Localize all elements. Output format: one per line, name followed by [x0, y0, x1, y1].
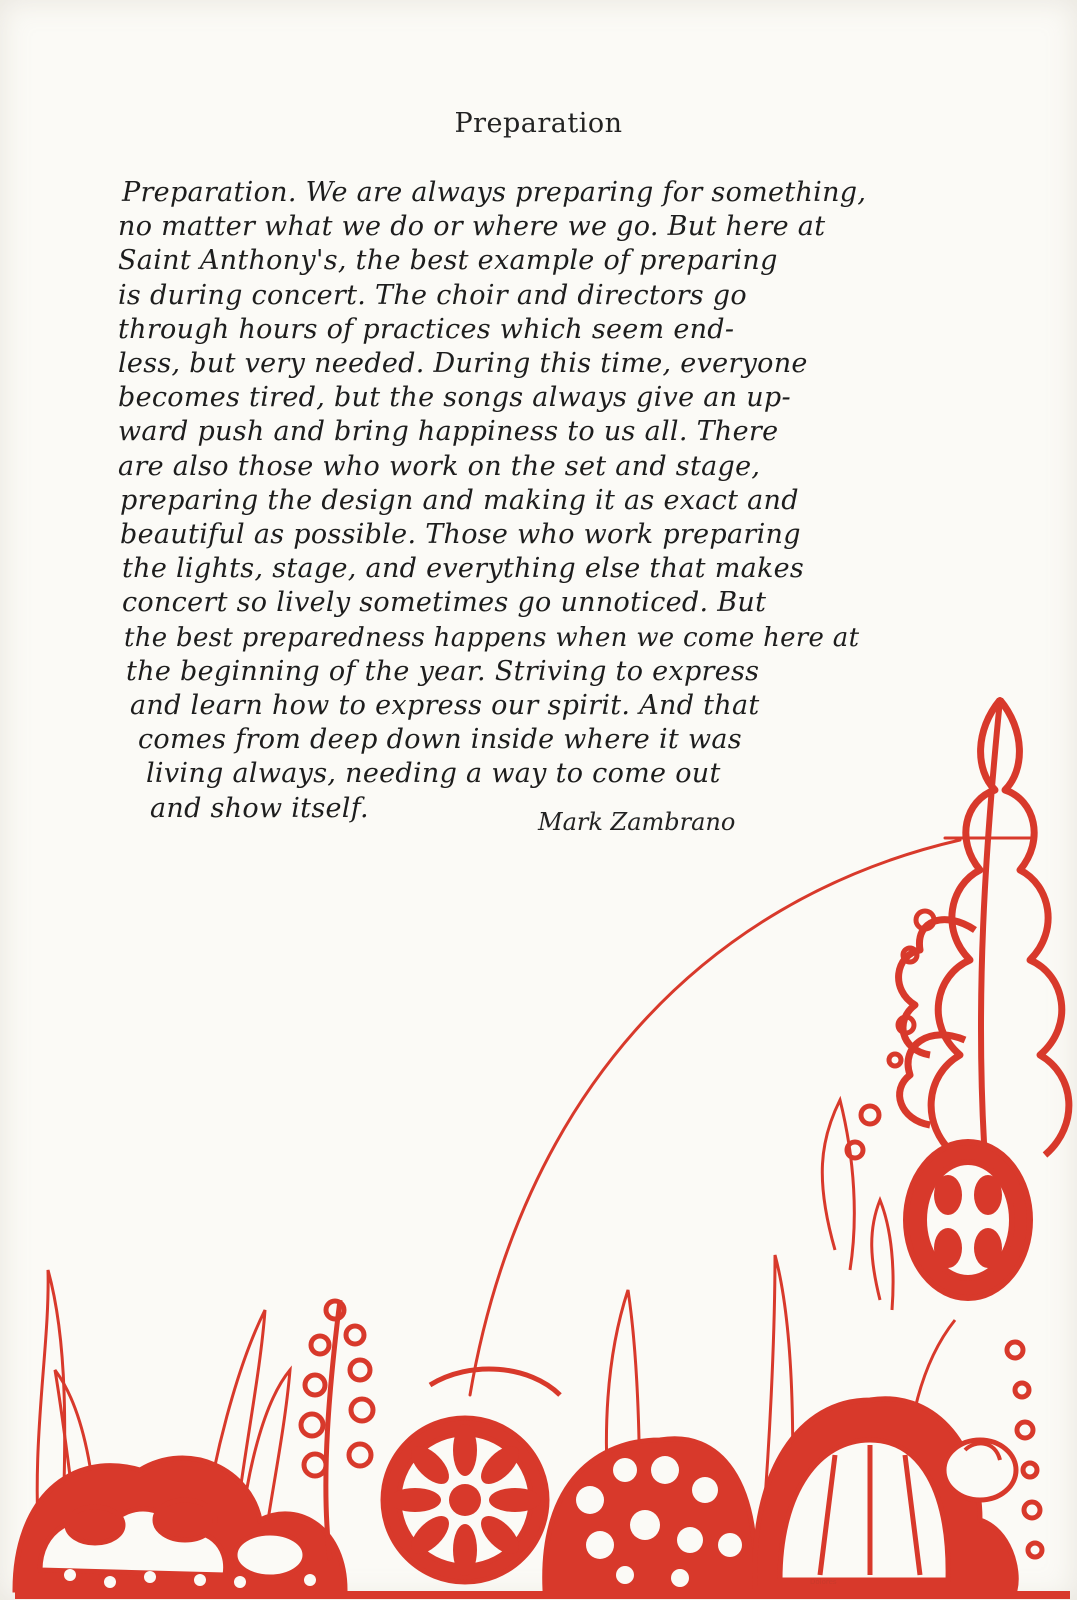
right-flower — [906, 1142, 1030, 1298]
essay-line: less, but very needed. During this time, everyone — [118, 348, 808, 380]
essay-line: becomes tired, but the songs always give an up- — [118, 382, 791, 414]
essay-line: Saint Anthony's, the best example of preparing — [118, 245, 778, 277]
page-title: Preparation — [454, 108, 623, 139]
essay-line: beautiful as possible. Those who work preparing — [120, 519, 801, 551]
essay-line: preparing the design and making it as exact and — [120, 484, 799, 516]
essay-line: the lights, stage, and everything else that makes — [122, 553, 805, 585]
essay-line: comes from deep down inside where it was — [138, 724, 742, 756]
essay-line: living always, needing a way to come out — [146, 758, 721, 790]
essay-line: and show itself. — [150, 792, 369, 824]
essay-line: through hours of practices which seem end- — [118, 313, 735, 345]
essay-line: is during concert. The choir and directors go — [118, 279, 747, 311]
essay-line: the best preparedness happens when we come here at — [124, 622, 860, 653]
artist-signature: Dolores — [810, 1578, 837, 1586]
arc-line — [470, 840, 960, 1395]
essay-line: Preparation. We are always preparing for something, — [122, 177, 867, 208]
essay-line: no matter what we do or where we go. But here at — [118, 211, 826, 243]
bottom-foliage — [15, 1300, 1070, 1595]
essay-line: concert so lively sometimes go unnoticed. But — [122, 587, 767, 619]
essay-line: and learn how to express our spirit. And that — [130, 690, 760, 722]
essay-line: are also those who work on the set and stage, — [118, 450, 761, 482]
author-name: Mark Zambrano — [538, 808, 736, 836]
essay-line: the beginning of the year. Striving to express — [126, 655, 760, 687]
essay-line: ward push and bring happiness to us all. There — [118, 416, 779, 448]
